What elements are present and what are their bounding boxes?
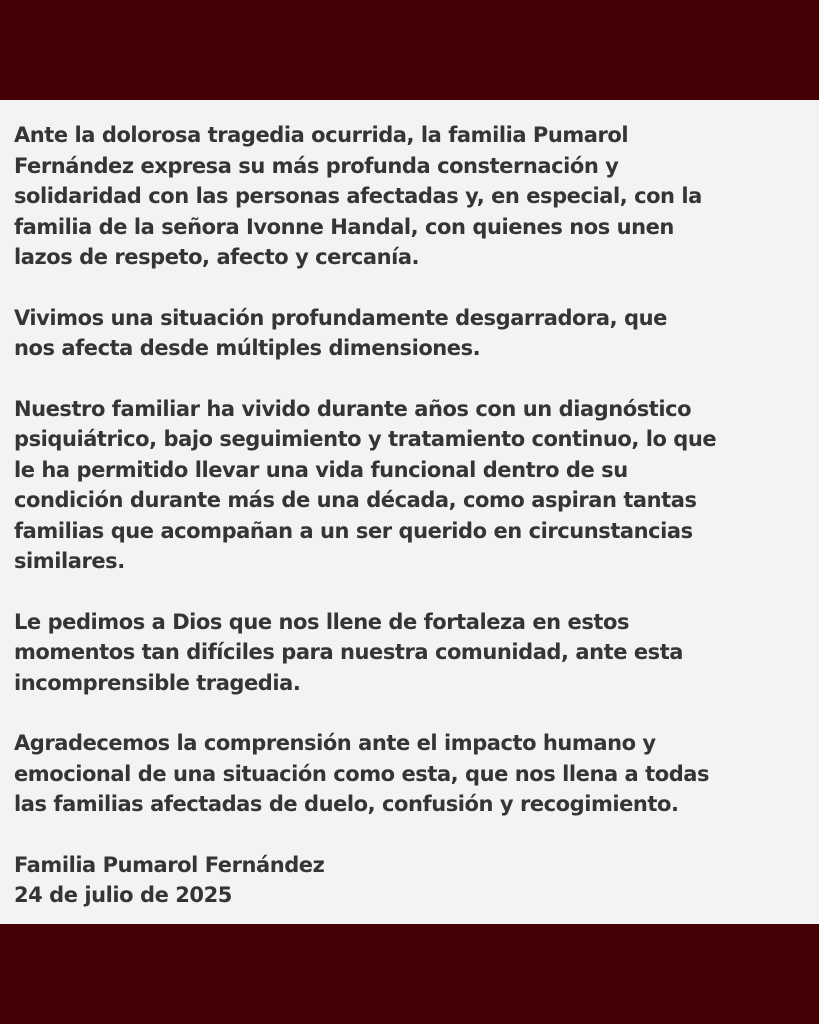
statement-paragraph-3 — [14, 394, 797, 577]
statement-sheet — [0, 100, 819, 924]
signature-date: 24 de julio de 2025 — [14, 883, 232, 907]
text-line: las familias afectadas de duelo, confusión y recogimiento. — [14, 792, 679, 816]
text-line: Vivimos una situación profundamente desgarradora, que — [14, 305, 667, 330]
text-line: familia de la señora Ivonne Handal, con quienes nos unen — [14, 214, 674, 239]
text-line: incomprensible tragedia. — [14, 670, 301, 695]
text-line: emocional de una situación como esta, que nos llena a todas — [14, 761, 710, 786]
statement-paragraph-1 — [14, 120, 797, 273]
text-line: le ha permitido llevar una vida funcional dentro de su — [14, 457, 628, 482]
statement-paragraph-4 — [14, 607, 797, 699]
text-line: condición durante más de una década, como aspiran tantas — [14, 488, 697, 512]
text-line: nos afecta desde múltiples dimensiones. — [14, 336, 481, 360]
text-line: Ante la dolorosa tragedia ocurrida, la familia Pumarol — [14, 123, 629, 147]
signature-name: Familia Pumarol Fernández — [14, 852, 325, 877]
text-line: familias que acompañan a un ser querido en circunstancias — [14, 518, 693, 543]
text-line: Agradecemos la comprensión ante el impacto humano y — [14, 731, 656, 755]
text-line: lazos de respeto, afecto y cercanía. — [14, 245, 420, 269]
statement-paragraph-5 — [14, 728, 797, 820]
text-line: Fernández expresa su más profunda consternación y — [14, 153, 619, 178]
text-line: psiquiátrico, bajo seguimiento y tratamiento continuo, lo que — [14, 427, 717, 451]
signature-block — [14, 850, 797, 911]
text-line: similares. — [14, 549, 125, 573]
statement-paragraph-2 — [14, 303, 797, 364]
text-line: solidaridad con las personas afectadas y, en especial, con la — [14, 184, 702, 208]
text-line: Nuestro familiar ha vivido durante años con un diagnóstico — [14, 396, 692, 421]
text-line: momentos tan difíciles para nuestra comunidad, ante esta — [14, 640, 683, 664]
text-line: Le pedimos a Dios que nos llene de fortaleza en estos — [14, 609, 629, 634]
